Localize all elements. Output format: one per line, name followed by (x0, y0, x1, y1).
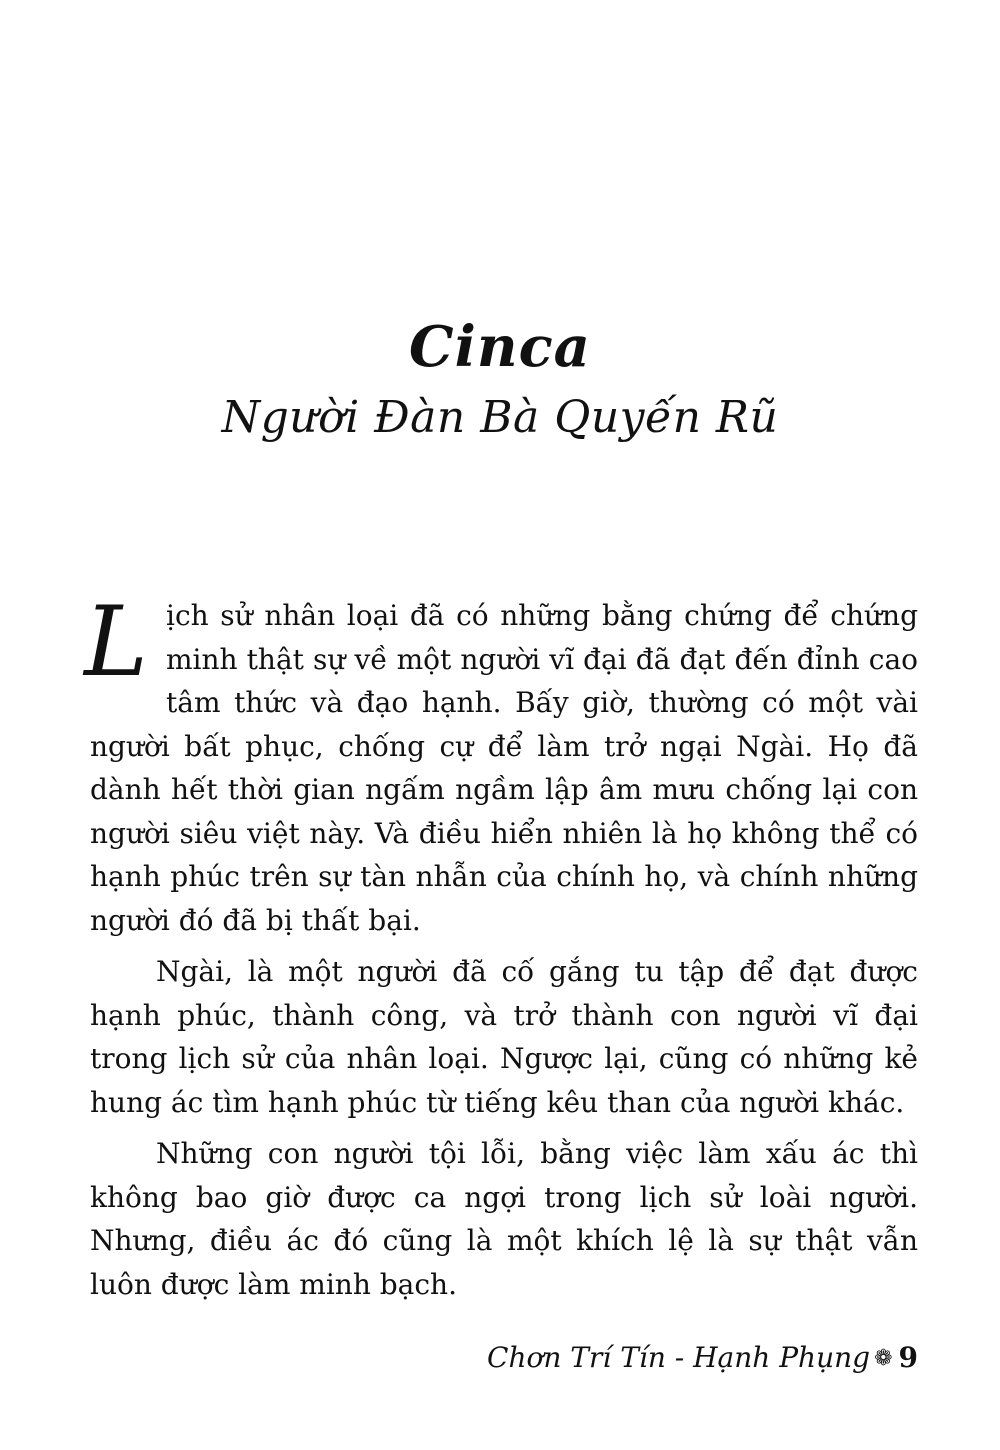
paragraph-3: Những con người tội lỗi, bằng việc làm xấu ác thì không bao giờ được ca ngợi trong lịch sử loài người. Nhưng, điều ác đó cũng là một khích lệ là sự thật vẫn luôn được làm minh bạch. (90, 1137, 918, 1301)
flower-icon: ❁ (874, 1346, 893, 1371)
chapter-title: Cinca (409, 314, 591, 380)
paragraph-2: Ngài, là một người đã cố gắng tu tập để đạt được hạnh phúc, thành công, và trở thành con người vĩ đại trong lịch sử của nhân loại. Ngược lại, cũng có những kẻ hung ác tìm hạnh phúc từ tiếng kêu than của người khác. (90, 955, 918, 1119)
page-footer (487, 1338, 918, 1379)
footer-author: Chơn Trí Tín - Hạnh Phụng (487, 1341, 871, 1374)
paragraph-1 (84, 586, 918, 942)
body-text (84, 586, 918, 1314)
drop-cap: L (84, 586, 148, 698)
chapter-subtitle: Người Đàn Bà Quyến Rũ (221, 392, 779, 443)
page-number: 9 (898, 1341, 918, 1374)
paragraph-1-text: ịch sử nhân loại đã có những bằng chứng để chứng minh thật sự về một người vĩ đại đã đạt đến đỉnh cao tâm thức và đạo hạnh. Bấy giờ, thường có một vài người bất phục, chống cự để làm trở ngại Ngài. Họ đã dành hết thời gian ngấm ngầm lập âm mưu chống lại con người siêu việt này. Và điều hiển nhiên là họ không thể có hạnh phúc trên sự tàn nhẫn của chính họ, và chính những người đó đã bị thất bại. (90, 599, 918, 937)
